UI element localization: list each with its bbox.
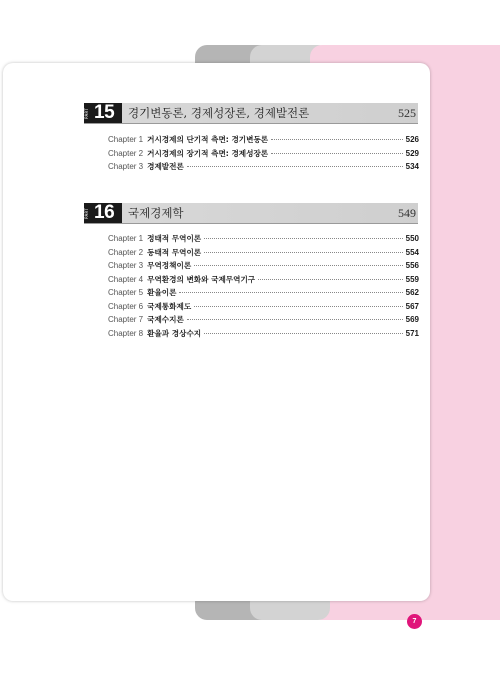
page-number-badge: 7 — [407, 614, 422, 629]
chapter-title: 환율과 경상수지 — [147, 328, 202, 338]
chapter-page: 562 — [405, 288, 419, 297]
chapter-item[interactable] — [108, 134, 419, 148]
chapter-label: Chapter 3 — [108, 162, 144, 171]
dot-leader — [187, 166, 403, 167]
chapter-item[interactable] — [108, 148, 419, 162]
chapter-item[interactable] — [108, 247, 419, 261]
dot-leader — [271, 153, 403, 154]
part-header — [84, 103, 418, 124]
part-label: PART — [84, 107, 89, 119]
dot-leader — [204, 252, 403, 253]
chapter-title: 거시경제의 단기적 측면: 경기변동론 — [147, 135, 269, 144]
chapter-label: Chapter 2 — [108, 148, 144, 158]
dot-leader — [194, 265, 402, 266]
chapter-title: 무역정책이론 — [147, 261, 192, 270]
chapter-page: 554 — [405, 247, 419, 257]
part-title[interactable]: 국제경제학 — [128, 206, 184, 220]
dot-leader — [194, 306, 402, 307]
chapter-page: 529 — [405, 148, 419, 158]
chapter-page: 569 — [405, 315, 419, 324]
chapter-page: 556 — [405, 261, 419, 270]
chapter-list — [108, 134, 419, 175]
dot-leader — [179, 292, 402, 293]
chapter-page: 534 — [405, 162, 419, 171]
chapter-label: Chapter 8 — [108, 328, 144, 338]
chapter-item[interactable] — [108, 287, 419, 301]
part-header — [84, 203, 418, 224]
chapter-item[interactable] — [108, 260, 419, 274]
chapter-list — [108, 233, 419, 341]
chapter-title: 국제통화제도 — [147, 301, 192, 311]
part-page: 525 — [398, 106, 416, 120]
chapter-item[interactable] — [108, 314, 419, 328]
part-number-box — [84, 203, 122, 223]
chapter-page: 571 — [405, 328, 419, 338]
chapter-title: 동태적 무역이론 — [147, 247, 202, 257]
part-label: PART — [84, 207, 89, 219]
dot-leader — [258, 279, 403, 280]
chapter-label: Chapter 6 — [108, 301, 144, 311]
chapter-title: 정태적 무역이론 — [147, 234, 202, 243]
chapter-title: 국제수지론 — [147, 315, 184, 324]
chapter-title: 거시경제의 장기적 측면: 경제성장론 — [147, 148, 269, 158]
part-number-box — [84, 103, 122, 123]
chapter-label: Chapter 3 — [108, 261, 144, 270]
chapter-label: Chapter 1 — [108, 135, 144, 144]
chapter-label: Chapter 1 — [108, 234, 144, 243]
chapter-item[interactable] — [108, 274, 419, 288]
part-number: 15 — [94, 102, 115, 123]
chapter-item[interactable] — [108, 161, 419, 175]
chapter-label: Chapter 2 — [108, 247, 144, 257]
chapter-item[interactable] — [108, 328, 419, 342]
chapter-item[interactable] — [108, 233, 419, 247]
dot-leader — [204, 238, 403, 239]
chapter-label: Chapter 4 — [108, 274, 144, 284]
dot-leader — [271, 139, 403, 140]
chapter-label: Chapter 7 — [108, 315, 144, 324]
part-page: 549 — [398, 206, 416, 220]
dot-leader — [204, 333, 403, 334]
chapter-label: Chapter 5 — [108, 288, 144, 297]
part-number: 16 — [94, 202, 115, 223]
chapter-title: 무역환경의 변화와 국제무역기구 — [147, 274, 256, 284]
chapter-item[interactable] — [108, 301, 419, 315]
chapter-title: 경제발전론 — [147, 162, 184, 171]
chapter-page: 567 — [405, 301, 419, 311]
chapter-title: 환율이론 — [147, 288, 177, 297]
chapter-page: 526 — [405, 135, 419, 144]
dot-leader — [187, 319, 403, 320]
part-title[interactable]: 경기변동론, 경제성장론, 경제발전론 — [128, 106, 310, 120]
chapter-page: 550 — [405, 234, 419, 243]
chapter-page: 559 — [405, 274, 419, 284]
